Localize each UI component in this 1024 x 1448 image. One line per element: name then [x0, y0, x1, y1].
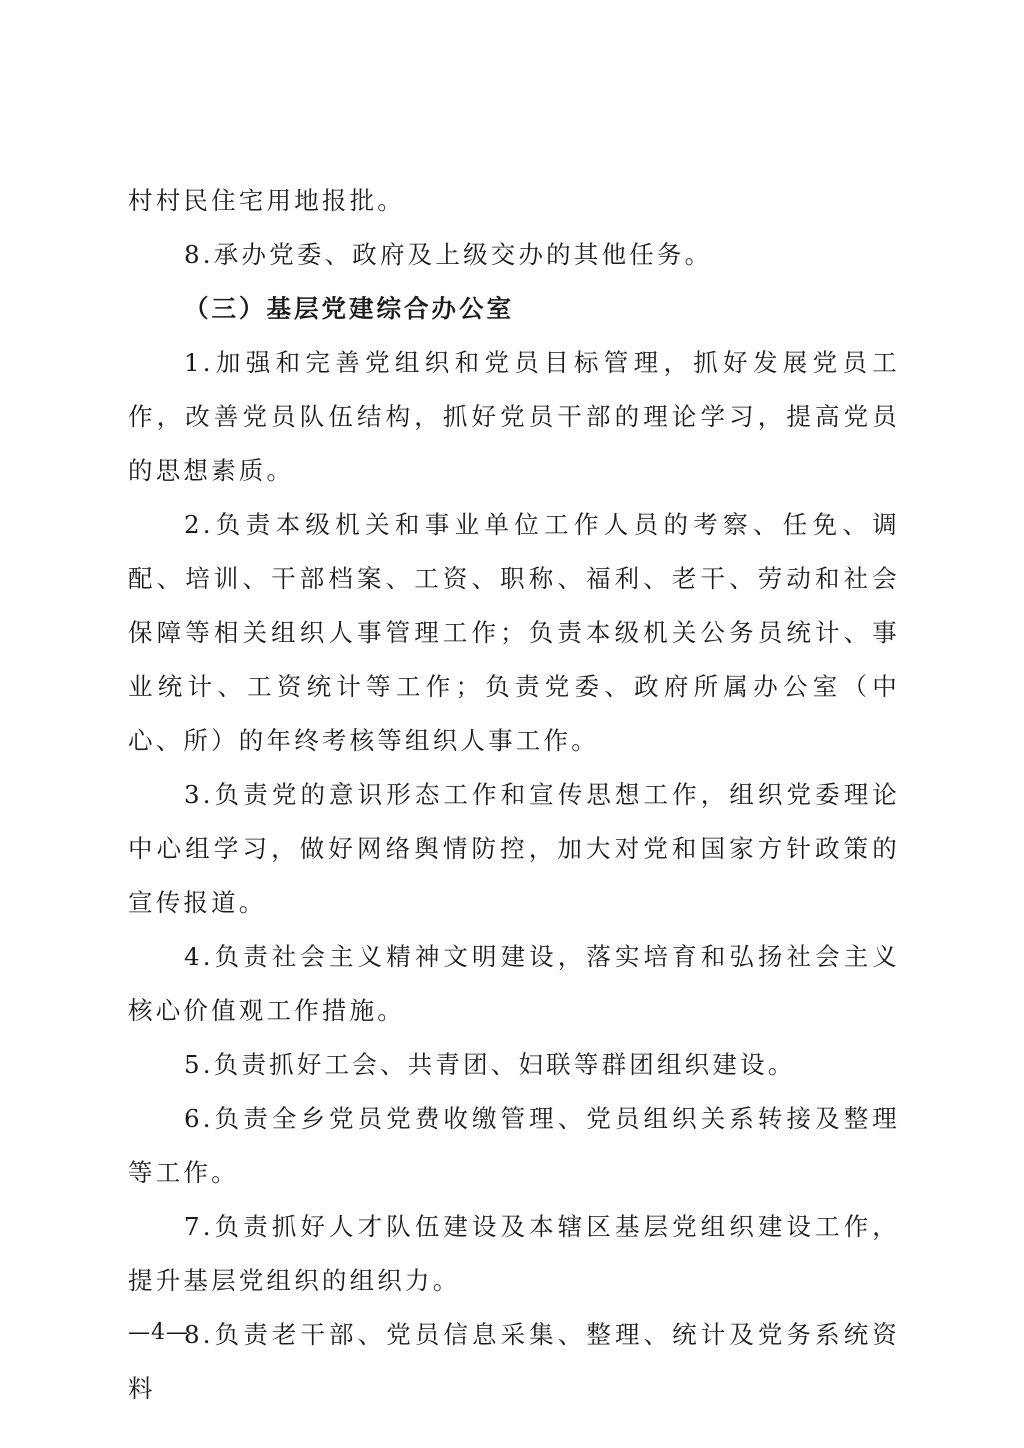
paragraph-item-2: 2.负责本级机关和事业单位工作人员的考察、任免、调配、培训、干部档案、工资、职称、福利、老干、劳动和社会保障等相关组织人事管理工作；负责本级机关公务员统计、事业统计、工资统计等工作；负责党委、政府所属办公室（中心、所）的年终考核等组织人事工作。: [128, 510, 900, 755]
paragraph-item-8-task: 8.承办党委、政府及上级交办的其他任务。: [184, 240, 713, 269]
page-number: —4—: [128, 1320, 189, 1345]
paragraph-item-7: 7.负责抓好人才队伍建设及本辖区基层党组织建设工作，提升基层党组织的组织力。: [128, 1212, 900, 1295]
paragraph-item-4: 4.负责社会主义精神文明建设，落实培育和弘扬社会主义核心价值观工作措施。: [128, 942, 900, 1025]
paragraph-item-6: 6.负责全乡党员党费收缴管理、党员组织关系转接及整理等工作。: [128, 1104, 900, 1187]
paragraph-continuation: 村村民住宅用地报批。: [128, 186, 405, 215]
body-text: [128, 174, 900, 1416]
paragraph-item-1: 1.加强和完善党组织和党员目标管理，抓好发展党员工作，改善党员队伍结构，抓好党员干部的理论学习，提高党员的思想素质。: [128, 348, 900, 485]
paragraph-item-3: 3.负责党的意识形态工作和宣传思想工作，组织党委理论中心组学习，做好网络舆情防控，加大对党和国家方针政策的宣传报道。: [128, 780, 900, 917]
section-heading: （三）基层党建综合办公室: [184, 294, 514, 323]
paragraph-item-5: 5.负责抓好工会、共青团、妇联等群团组织建设。: [184, 1050, 796, 1079]
paragraph-item-8: 8.负责老干部、党员信息采集、整理、统计及党务系统资料: [128, 1320, 900, 1403]
